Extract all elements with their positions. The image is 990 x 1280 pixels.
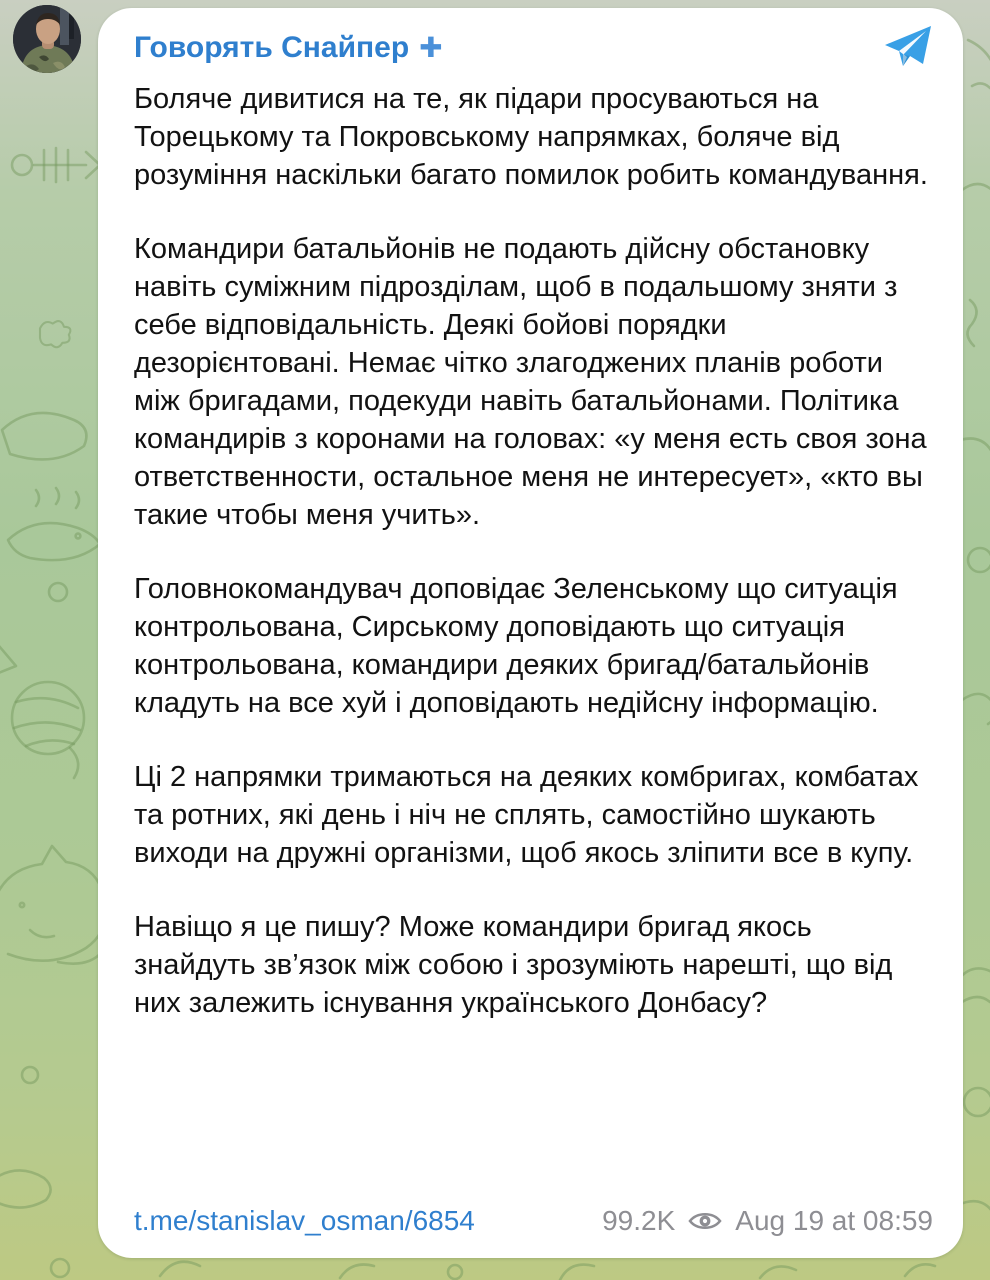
- view-count: 99.2K: [602, 1205, 676, 1236]
- message-paragraph: Командири батальйонів не подають дійсну обстановку навіть суміжним підрозділам, щоб в подальшому зняти з себе відповідальність. Деякі бойові порядки дезорієнтовані. Немає чітко злагоджених планів роботи між бригадами, подекуди навіть батальйонами. Політика командирів з коронами на головах: «у меня есть своя зона ответственности, остальное меня не интересует», «кто вы такие чтобы меня учить».: [134, 233, 927, 531]
- channel-name[interactable]: Говорять Снайпер: [134, 31, 410, 64]
- message-bubble: [98, 8, 963, 1258]
- message-paragraph: Головнокомандувач доповідає Зеленському що ситуація контрольована, Сирському доповідають що ситуація контрольована, командири деяких бригад/батальйонів кладуть на все хуй і доповідають недійсну інформацію.: [134, 573, 898, 719]
- message-footer: [134, 1202, 933, 1240]
- message-paragraph: Боляче дивитися на те, як підари просуваються на Торецькому та Покровському напрямках, боляче від розуміння наскільки багато помилок робить командування.: [134, 83, 928, 191]
- avatar[interactable]: [13, 5, 81, 73]
- telegram-plane-icon[interactable]: [881, 25, 933, 71]
- timestamp: Aug 19 at 08:59: [735, 1205, 933, 1236]
- post-link[interactable]: t.me/stanislav_osman/6854: [134, 1205, 475, 1236]
- message-text: [134, 80, 934, 1022]
- message-header: [134, 28, 933, 68]
- message-paragraph: Навіщо я це пишу? Може командири бригад якось знайдуть зв’язок між собою і зрозуміють нарешті, що від них залежить існування українського Донбасу?: [134, 911, 893, 1019]
- message-meta: [602, 1202, 933, 1240]
- message-paragraph: Ці 2 напрямки тримаються на деяких комбригах, комбатах та ротних, які день і ніч не сплять, самостійно шукають виходи на дружні організми, щоб якось зліпити все в купу.: [134, 761, 919, 869]
- avatar-image: [13, 5, 81, 73]
- eye-icon: [688, 1209, 722, 1233]
- plus-cross-badge-icon: ✚: [419, 32, 443, 63]
